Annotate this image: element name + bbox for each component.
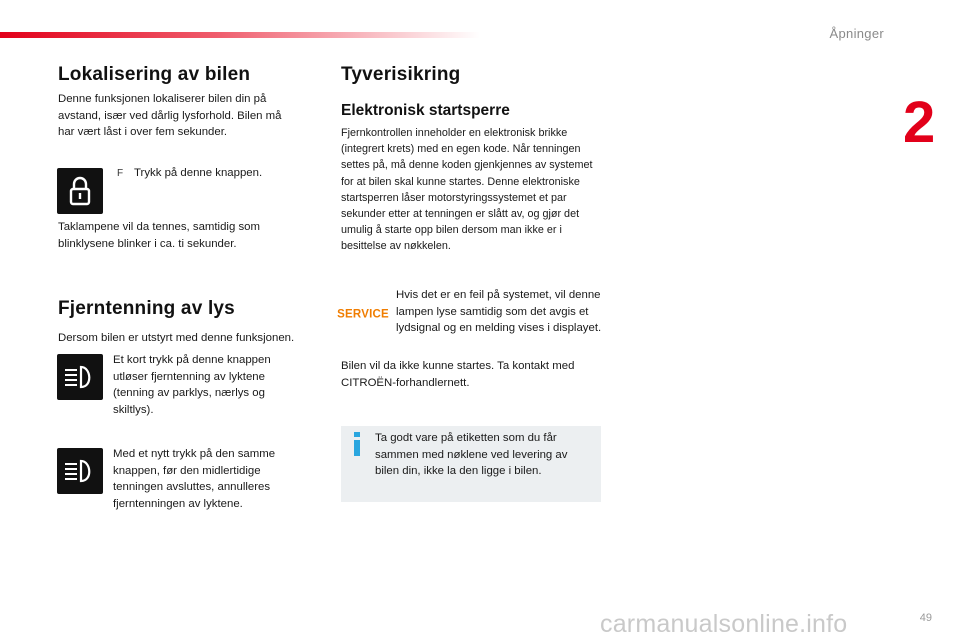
locate-result-text: Taklampene vil da tennes, samtidig som blinklysene blinker i ca. ti sekunder. [58, 221, 260, 250]
header-accent-bar [0, 32, 480, 38]
locate-press-text: Trykk på denne knappen. [134, 167, 263, 179]
bullet-marker: F [117, 168, 124, 179]
headlamp-button-icon-2 [57, 448, 103, 494]
immobiliser-body: Fjernkontrollen inneholder en elektronisk brikke (integrert krets) med en egen kode. Når tenningen settes på, må denne koden gjenkjennes av systemet for at bilen skal kunne startes. Denne elektroniske startsperren låser motorstyringssystemet et par sekunder etter at tenningen er slått av, og gjør det umulig å starte opp bilen dersom man ikke er i besittelse av nøkkelen. [341, 127, 593, 253]
headlamp-button-icon [57, 354, 103, 400]
fault-text: Hvis det er en feil på systemet, vil denne lampen lyse samtidig som det avgis et lydsignal og en melding vises i displayet. [396, 289, 602, 335]
locate-intro: Denne funksjonen lokaliserer bilen din på avstand, især ved dårlig lysforhold. Bilen må har vært låst i over fem sekunder. [58, 93, 282, 139]
cannot-start-text: Bilen vil da ikke kunne startes. Ta kontakt med CITROËN-forhandlernett. [341, 360, 575, 389]
chapter-number: 2 [903, 90, 936, 155]
info-icon [353, 432, 361, 456]
padlock-icon [57, 168, 103, 214]
page-number: 49 [919, 612, 932, 624]
locate-title: Lokalisering av bilen [58, 64, 251, 85]
service-label: SERVICE [337, 308, 389, 321]
watermark: carmanualsonline.info [600, 610, 848, 638]
remote-lights-step1: Et kort trykk på denne knappen utløser fjerntenning av lyktene (tenning av parklys, nærlys og skiltlys). [113, 354, 271, 416]
headlight-icon [57, 354, 103, 400]
service-warning-icon [337, 305, 389, 321]
info-note [341, 426, 601, 502]
lock-button-icon [57, 168, 103, 214]
immobiliser-subtitle: Elektronisk startsperre [341, 102, 510, 119]
section-name: Åpninger [829, 26, 884, 41]
remote-lights-title: Fjerntenning av lys [58, 298, 235, 319]
antitheft-title: Tyverisikring [341, 64, 461, 85]
info-text: Ta godt vare på etiketten som du får sammen med nøklene ved levering av bilen din, ikke la den ligge i bilen. [375, 432, 568, 478]
remote-lights-step2: Med et nytt trykk på den samme knappen, før den midlertidige tenningen avsluttes, annulleres fjerntenningen av lyktene. [113, 448, 276, 510]
remote-lights-intro: Dersom bilen er utstyrt med denne funksjonen. [58, 332, 295, 344]
headlight-icon [57, 448, 103, 494]
